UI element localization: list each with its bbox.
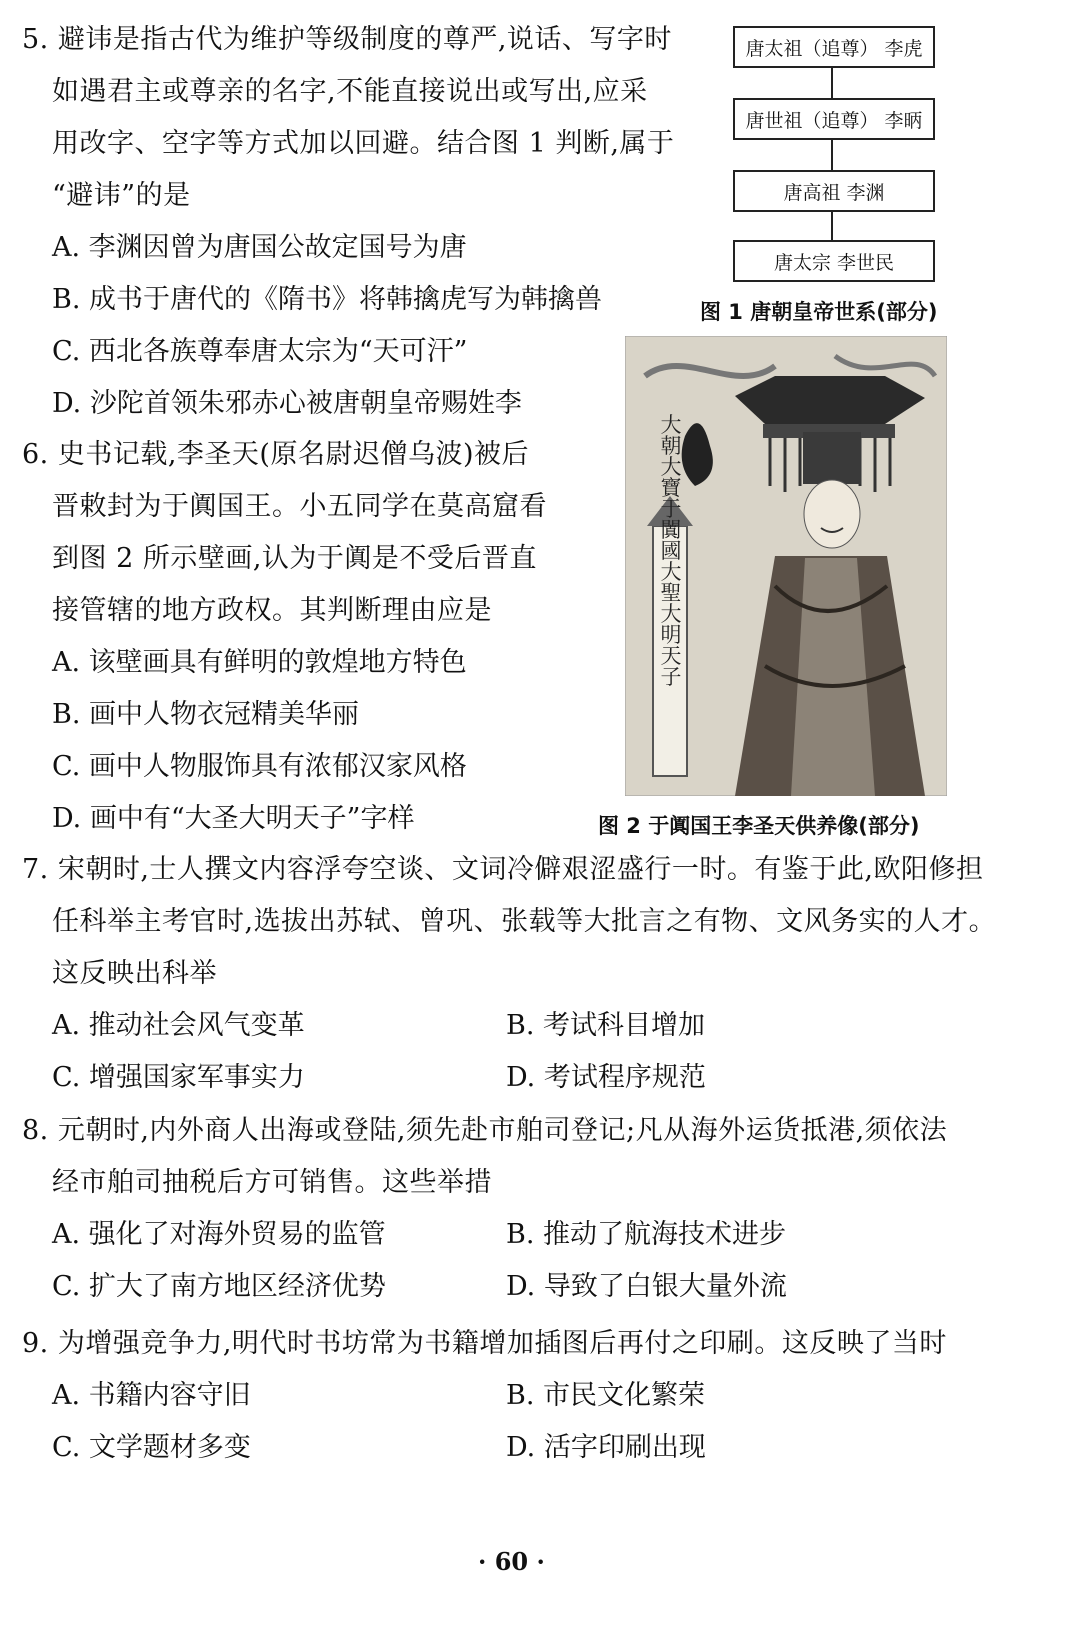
- question-8-line-1: 8. 元朝时,内外商人出海或登陆,须先赴市舶司登记;凡从海外运货抵港,须依法: [22, 1115, 948, 1146]
- lineage-connector: [831, 210, 833, 240]
- question-7-line-3: 这反映出科举: [52, 958, 217, 989]
- question-9-option-a: A. 书籍内容守旧: [52, 1380, 251, 1411]
- question-7-option-b: B. 考试科目增加: [506, 1010, 706, 1041]
- question-6-line-3: 到图 2 所示壁画,认为于阗是不受后晋直: [52, 543, 537, 574]
- question-5-option-c: C. 西北各族尊奉唐太宗为“天可汗”: [52, 336, 468, 367]
- question-5-option-d: D. 沙陀首领朱邪赤心被唐朝皇帝赐姓李: [52, 388, 522, 419]
- lineage-box-1: 唐太祖（追尊） 李虎: [733, 26, 935, 68]
- question-8-option-c: C. 扩大了南方地区经济优势: [52, 1271, 386, 1302]
- question-5-line-4: “避讳”的是: [52, 180, 191, 211]
- question-7-line-2: 任科举主考官时,选拔出苏轼、曾巩、张载等大批言之有物、文风务实的人才。: [52, 906, 997, 937]
- question-6-line-4: 接管辖的地方政权。其判断理由应是: [52, 595, 492, 626]
- question-6-option-c: C. 画中人物服饰具有浓郁汉家风格: [52, 751, 467, 782]
- question-6-option-b: B. 画中人物衣冠精美华丽: [52, 699, 360, 730]
- lineage-box-4: 唐太宗 李世民: [733, 240, 935, 282]
- figure-1-caption: 图 1 唐朝皇帝世系(部分): [700, 300, 938, 324]
- page-number: · 60 ·: [478, 1547, 545, 1576]
- question-8-option-d: D. 导致了白银大量外流: [506, 1271, 787, 1302]
- mural-image: [625, 336, 947, 796]
- question-5-option-b: B. 成书于唐代的《隋书》将韩擒虎写为韩擒兽: [52, 284, 603, 315]
- question-5-option-a: A. 李渊因曾为唐国公故定国号为唐: [52, 232, 467, 263]
- question-9-option-c: C. 文学题材多变: [52, 1432, 251, 1463]
- mural-cartouche-text: 大朝大寶于闐國大聖大明天子: [658, 413, 682, 687]
- question-6-line-1: 6. 史书记载,李圣天(原名尉迟僧乌波)被后: [22, 439, 529, 470]
- question-8-line-2: 经市舶司抽税后方可销售。这些举措: [52, 1167, 492, 1198]
- question-6-option-d: D. 画中有“大圣大明天子”字样: [52, 803, 415, 834]
- question-9-option-b: B. 市民文化繁荣: [506, 1380, 706, 1411]
- question-5-line-2: 如遇君主或尊亲的名字,不能直接说出或写出,应采: [52, 76, 648, 107]
- question-8-option-a: A. 强化了对海外贸易的监管: [52, 1219, 386, 1250]
- question-5-line-1: 5. 避讳是指古代为维护等级制度的尊严,说话、写字时: [22, 24, 672, 55]
- lineage-connector: [831, 66, 833, 98]
- question-7-option-a: A. 推动社会风气变革: [52, 1010, 305, 1041]
- question-9-line-1: 9. 为增强竞争力,明代时书坊常为书籍增加插图后再付之印刷。这反映了当时: [22, 1328, 947, 1359]
- lineage-box-2: 唐世祖（追尊） 李昞: [733, 98, 935, 140]
- lineage-box-3: 唐高祖 李渊: [733, 170, 935, 212]
- question-6-option-a: A. 该壁画具有鲜明的敦煌地方特色: [52, 647, 467, 678]
- question-9-option-d: D. 活字印刷出现: [506, 1432, 706, 1463]
- question-6-line-2: 晋敕封为于阗国王。小五同学在莫高窟看: [52, 491, 547, 522]
- lineage-connector: [831, 138, 833, 170]
- figure-2-caption: 图 2 于阗国王李圣天供养像(部分): [598, 814, 920, 838]
- question-7-option-d: D. 考试程序规范: [506, 1062, 706, 1093]
- question-7-line-1: 7. 宋朝时,士人撰文内容浮夸空谈、文词冷僻艰涩盛行一时。有鉴于此,欧阳修担: [22, 854, 984, 885]
- question-5-line-3: 用改字、空字等方式加以回避。结合图 1 判断,属于: [52, 128, 675, 159]
- question-8-option-b: B. 推动了航海技术进步: [506, 1219, 787, 1250]
- question-7-option-c: C. 增强国家军事实力: [52, 1062, 305, 1093]
